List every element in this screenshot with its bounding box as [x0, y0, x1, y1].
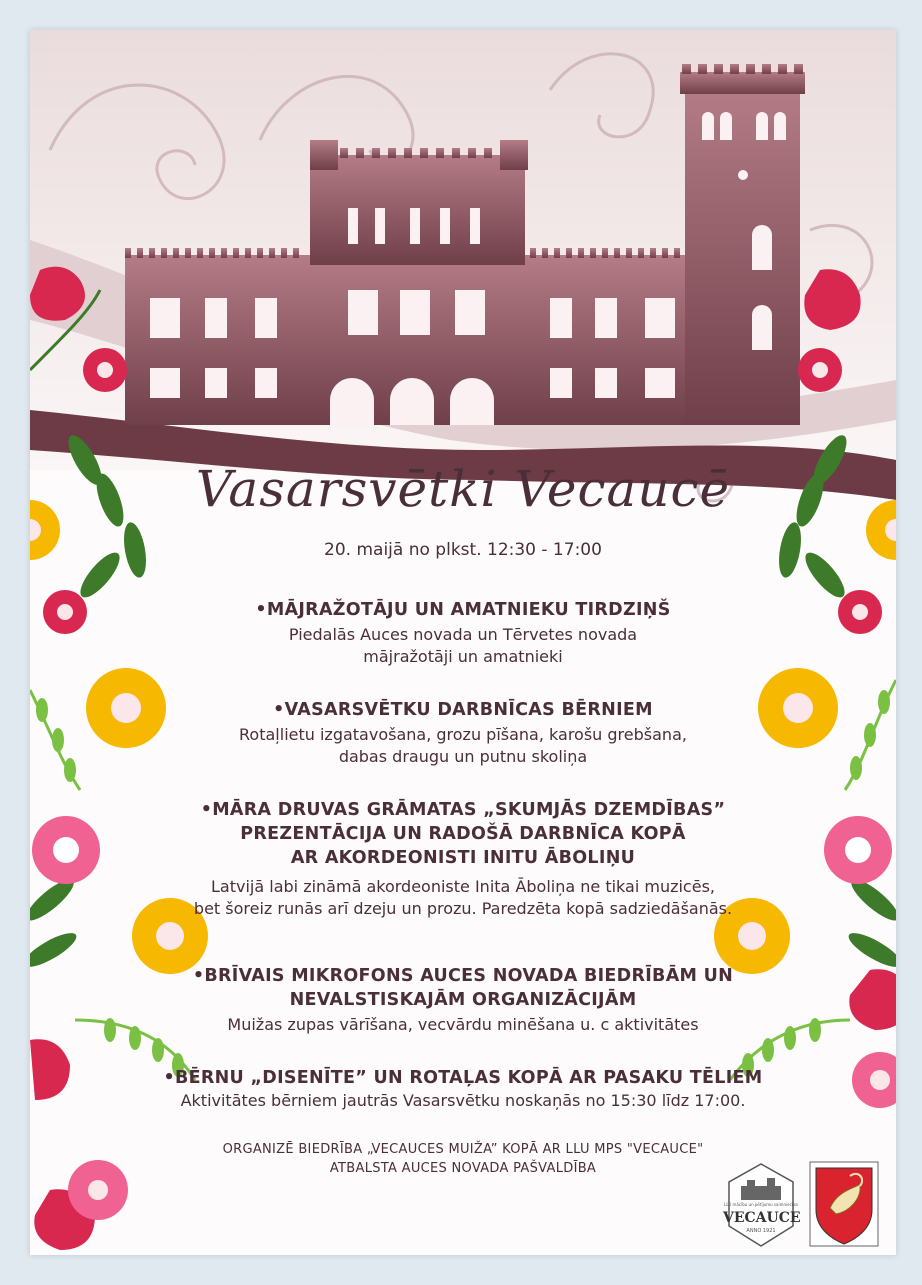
event-date: 20. maijā no plkst. 12:30 - 17:00 — [324, 540, 602, 560]
section-3-heading: •MĀRA DRUVAS GRĀMATAS „SKUMJĀS DZEMDĪBAS” PREZENTĀCIJA UN RADOŠĀ DARBNĪCA KOPĀ AR AKORDEONISTI INITU ĀBOLIŅU — [200, 800, 726, 868]
logo-founded: ANNO 1921 — [746, 1228, 776, 1234]
logo-caption: LLU mācību un pētījumu saimniecība — [724, 1202, 798, 1207]
section-4-desc: Muižas zupas vārīšana, vecvārdu minēšana u. c aktivitātes — [227, 1015, 699, 1034]
section-3-desc: Latvijā labi zināmā akordeoniste Inita Āboliņa ne tikai muzicēs, bet šoreiz runās arī dzeju un prozu. Paredzēta kopā sadziedāšanās. — [193, 877, 733, 918]
logo-name: VECAUCE — [723, 1210, 801, 1226]
poster — [30, 30, 896, 1255]
organizers: ORGANIZĒ BIEDRĪBA „VECAUCES MUIŽA” KOPĀ AR LLU MPS "VECAUCE" ATBALSTA AUCES NOVADA PAŠVALDĪBA — [222, 1142, 704, 1176]
vecauce-logo — [723, 1160, 799, 1250]
section-5-desc: Aktivitātes bērniem jautrās Vasarsvētku noskaņās no 15:30 līdz 17:00. — [180, 1091, 746, 1110]
section-2-desc: Rotaļlietu izgatavošana, grozu pīšana, karošu grebšana, dabas draugu un putnu skoliņa — [239, 725, 687, 766]
auce-coat-of-arms — [808, 1160, 880, 1248]
section-1-desc: Piedalās Auces novada un Tērvetes novada mājražotāji un amatnieki — [288, 625, 638, 666]
section-1-heading: •MĀJRAŽOTĀJU UN AMATNIEKU TIRDZIŅŠ — [255, 600, 671, 620]
section-4-heading: •BRĪVAIS MIKROFONS AUCES NOVADA BIEDRĪBĀM UN NEVALSTISKAJĀM ORGANIZĀCIJĀM — [192, 966, 734, 1010]
section-2-heading: •VASARSVĒTKU DARBNĪCAS BĒRNIEM — [273, 700, 653, 720]
event-title: Vasarsvētki Vecaucē — [195, 460, 731, 518]
section-5-heading: •BĒRNU „DISENĪTE” UN ROTAĻAS KOPĀ AR PASAKU TĒLIEM — [163, 1068, 763, 1088]
